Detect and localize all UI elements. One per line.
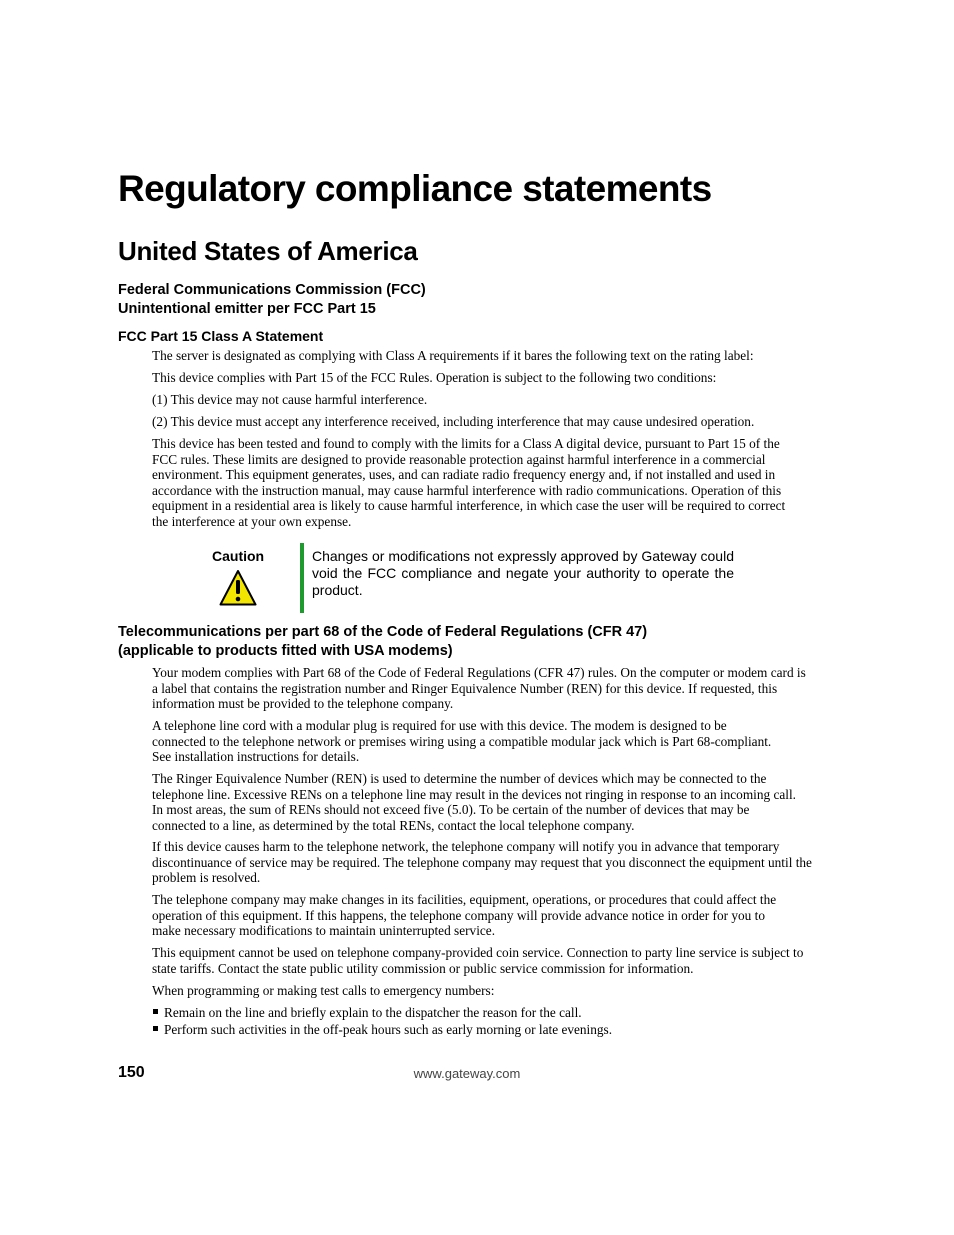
telecom-paragraph: Your modem complies with Part 68 of the Code of Federal Regulations (CFR 47) rules. On the computer or modem card is a label that contains the registration number and Ringer Equivalence Number (REN) for this device. If requested, this information must be provided to the telephone company. xyxy=(152,665,806,711)
list-item-text: Perform such activities in the off-peak hours such as early morning or late evenings. xyxy=(164,1022,613,1037)
telecom-paragraph: The telephone company may make changes in its facilities, equipment, operations, or procedures that could affect the operation of this equipment. If this happens, the telephone company will provide advance notice in order for you to make necessary modifications to maintain uninterrupted service. xyxy=(152,892,777,938)
emergency-bullet-list xyxy=(152,1004,612,1038)
telecom-paragraph: This equipment cannot be used on telephone company-provided coin service. Connection to party line service is subject to state tariffs. Contact the state public utility commission or public service commission for information. xyxy=(152,945,804,976)
telecom-heading-line-1: Telecommunications per part 68 of the Code of Federal Regulations (CFR 47) xyxy=(118,624,648,640)
footer-url[interactable]: www.gateway.com xyxy=(413,1066,521,1081)
caution-text: Changes or modifications not expressly approved by Gateway could void the FCC compliance and negate your authority to operate the product. xyxy=(312,548,734,598)
class-a-paragraph: (1) This device may not cause harmful interference. xyxy=(152,392,428,407)
list-item-text: Remain on the line and briefly explain to the dispatcher the reason for the call. xyxy=(164,1005,582,1020)
caution-bar xyxy=(300,543,304,613)
telecom-paragraph: A telephone line cord with a modular plug is required for use with this device. The modem is designed to be connected to the telephone network or premises wiring using a compatible modular jack which is Part 68-compliant. See installation instructions for details. xyxy=(152,718,772,764)
fcc-heading-line-1: Federal Communications Commission (FCC) xyxy=(118,282,426,298)
telecom-heading-line-2: (applicable to products fitted with USA modems) xyxy=(118,643,453,659)
bullet-square-icon xyxy=(153,1009,158,1014)
class-a-paragraph: This device complies with Part 15 of the FCC Rules. Operation is subject to the following two conditions: xyxy=(152,370,717,385)
class-a-paragraph: The server is designated as complying with Class A requirements if it bares the following text on the rating label: xyxy=(152,348,754,363)
fcc-heading-line-2: Unintentional emitter per FCC Part 15 xyxy=(118,301,376,317)
list-item xyxy=(152,1004,612,1021)
class-a-paragraph: (2) This device must accept any interference received, including interference that may cause undesired operation. xyxy=(152,414,755,429)
telecom-paragraph: When programming or making test calls to emergency numbers: xyxy=(152,983,495,998)
class-a-paragraph: This device has been tested and found to comply with the limits for a Class A digital device, pursuant to Part 15 of the FCC rules. These limits are designed to provide reasonable protection against harmful interference in a commercial environment. This equipment generates, uses, and can radiate radio frequency energy and, if not installed and used in accordance with the instruction manual, may cause harmful interference with radio communications. Operation of this equipment in a residential area is likely to cause harmful interference, in which case the user will be required to correct the interference at your own expense. xyxy=(152,436,786,529)
page-number: 150 xyxy=(118,1064,145,1081)
warning-triangle-icon xyxy=(219,569,257,607)
caution-label: Caution xyxy=(212,548,265,564)
page-title: Regulatory compliance statements xyxy=(118,168,712,209)
bullet-square-icon xyxy=(153,1026,158,1031)
class-a-heading: FCC Part 15 Class A Statement xyxy=(118,328,324,344)
list-item xyxy=(152,1021,612,1038)
section-heading: United States of America xyxy=(118,236,418,266)
telecom-paragraph: If this device causes harm to the telephone network, the telephone company will notify you in advance that temporary discontinuance of service may be required. The telephone company may request that you disconnect the equipment until the problem is resolved. xyxy=(152,839,812,885)
telecom-paragraph: The Ringer Equivalence Number (REN) is used to determine the number of devices which may be connected to the telephone line. Excessive RENs on a telephone line may result in the devices not ringing in response to an incoming call. In most areas, the sum of RENs should not exceed five (5.0). To be certain of the number of devices that may be connected to a line, as determined by the total RENs, contact the local telephone company. xyxy=(152,771,796,833)
